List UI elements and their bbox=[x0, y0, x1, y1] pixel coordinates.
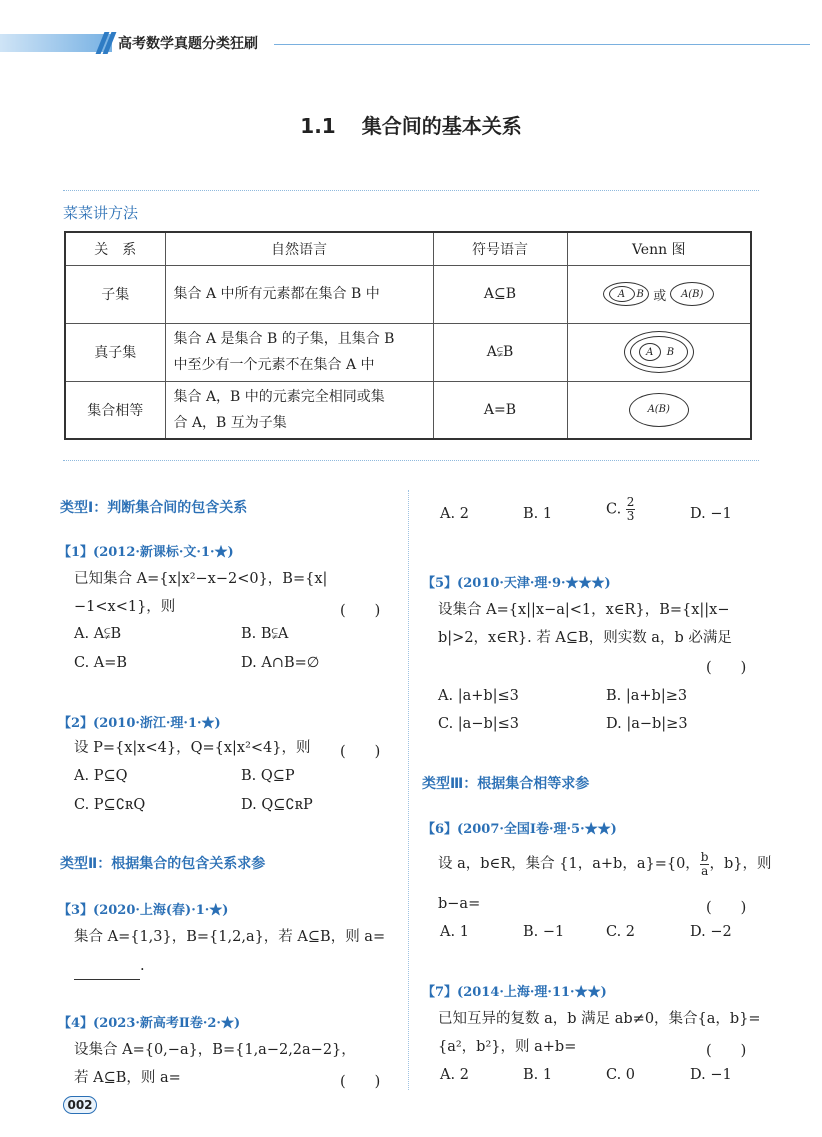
answer-parentheses: ( ) bbox=[706, 660, 747, 676]
question-4-source: 【4】(2023·新高考Ⅱ卷·2·★) bbox=[58, 1016, 241, 1031]
option-b: B. |a+b|≥3 bbox=[606, 688, 688, 704]
method-title: 菜菜讲方法 bbox=[63, 204, 139, 222]
natural-language-cell: 集合 A 中所有元素都在集合 B 中 bbox=[165, 265, 433, 323]
table-header-row bbox=[65, 232, 751, 265]
option-b: B. Q⊆P bbox=[241, 768, 295, 784]
symbol-cell: A⊆B bbox=[433, 265, 567, 323]
column-divider bbox=[408, 490, 409, 1090]
numerator: b bbox=[700, 849, 709, 864]
option-c: C. P⊆∁ʀQ bbox=[74, 797, 146, 813]
natural-language-cell bbox=[165, 323, 433, 381]
question-5-source: 【5】(2010·天津·理·9·★★★) bbox=[422, 576, 611, 591]
text-line: 中至少有一个元素不在集合 A 中 bbox=[173, 357, 375, 373]
denominator: 3 bbox=[626, 509, 635, 523]
question-3-source: 【3】(2020·上海(春)·1·★) bbox=[58, 903, 229, 918]
fraction bbox=[626, 496, 636, 523]
option-b: B. 1 bbox=[523, 506, 553, 522]
divider bbox=[63, 460, 759, 461]
venn-cell bbox=[567, 323, 751, 381]
option-c bbox=[606, 496, 635, 523]
option-d: D. −2 bbox=[690, 924, 732, 940]
option-c: C. 2 bbox=[606, 924, 636, 940]
option-a: A. A⫋B bbox=[74, 626, 122, 642]
venn-inner-ellipse bbox=[609, 286, 635, 302]
option-a: A. |a+b|≤3 bbox=[438, 688, 519, 704]
question-3-line: 集合 A={1,3}，B={1,2,a}，若 A⊆B，则 a= bbox=[74, 929, 386, 945]
symbol-cell: A⫋B bbox=[433, 323, 567, 381]
venn-or-text: 或 bbox=[653, 288, 667, 304]
fill-in-blank bbox=[74, 964, 140, 980]
column-header: 符号语言 bbox=[433, 232, 567, 265]
venn-equal-ellipse bbox=[629, 393, 689, 427]
denominator: a bbox=[701, 863, 709, 878]
symbol-cell: A=B bbox=[433, 381, 567, 439]
answer-parentheses: ( ) bbox=[706, 1043, 747, 1059]
question-1-line: −1<x<1}，则 bbox=[74, 599, 176, 615]
section-heading bbox=[0, 110, 822, 139]
table-row bbox=[65, 381, 751, 439]
text-line: 集合 A 是集合 B 的子集，且集合 B bbox=[173, 331, 395, 347]
option-d: D. A∩B=∅ bbox=[241, 655, 320, 671]
type1-heading: 类型Ⅰ：判断集合间的包含关系 bbox=[60, 500, 248, 516]
venn-label: A bbox=[646, 346, 654, 358]
venn-outer-ellipse bbox=[624, 331, 694, 373]
header-rule bbox=[274, 44, 810, 45]
question-7-line: {a²，b²}，则 a+b= bbox=[438, 1039, 577, 1055]
option-c-label: C. bbox=[606, 501, 622, 518]
option-a: A. 2 bbox=[440, 1067, 469, 1083]
option-a: A. 2 bbox=[440, 506, 469, 522]
question-4-line: 若 A⊆B，则 a= bbox=[74, 1070, 181, 1086]
option-c: C. A=B bbox=[74, 655, 128, 671]
option-c: C. 0 bbox=[606, 1067, 636, 1083]
option-a: A. P⊆Q bbox=[74, 768, 128, 784]
option-b: B. B⫋A bbox=[241, 626, 289, 642]
relations-table bbox=[64, 231, 752, 440]
section-title: 集合间的基本关系 bbox=[361, 114, 522, 138]
question-7-source: 【7】(2014·上海·理·11·★★) bbox=[422, 985, 607, 1000]
page-number: 002 bbox=[63, 1096, 97, 1114]
venn-label: B bbox=[636, 288, 644, 300]
column-header: 自然语言 bbox=[165, 232, 433, 265]
column-header: Venn 图 bbox=[567, 232, 751, 265]
venn-label: A(B) bbox=[647, 404, 670, 416]
question-5-line: b|>2，x∈R}. 若 A⊆B，则实数 a，b 必满足 bbox=[438, 630, 732, 646]
venn-equal-ellipse bbox=[670, 282, 714, 306]
question-6-line: b−a= bbox=[438, 896, 481, 912]
question-2-source: 【2】(2010·浙江·理·1·★) bbox=[58, 716, 221, 731]
venn-inner-ellipse bbox=[639, 343, 661, 361]
question-6-text: ，b}，则 bbox=[709, 856, 772, 872]
question-2-line: 设 P={x|x<4}，Q={x|x²<4}，则 bbox=[74, 740, 311, 756]
answer-parentheses: ( ) bbox=[340, 603, 381, 619]
venn-cell bbox=[567, 265, 751, 323]
question-3-line-end: . bbox=[140, 958, 145, 974]
type2-heading: 类型Ⅱ：根据集合的包含关系求参 bbox=[60, 856, 266, 872]
venn-middle-ellipse bbox=[630, 336, 688, 368]
question-7-line: 已知互异的复数 a，b 满足 ab≠0，集合{a，b}= bbox=[438, 1011, 761, 1027]
question-6-line bbox=[438, 850, 772, 878]
table-row bbox=[65, 265, 751, 323]
question-4-line: 设集合 A={0,−a}，B={1,a−2,2a−2}， bbox=[74, 1042, 356, 1058]
question-1-line: 已知集合 A={x|x²−x−2<0}，B={x| bbox=[74, 571, 328, 587]
relation-cell: 真子集 bbox=[65, 323, 165, 381]
venn-cell bbox=[567, 381, 751, 439]
text-line: 集合 A，B 中的元素完全相同或集 bbox=[173, 388, 385, 405]
header-accent-bar bbox=[0, 34, 112, 52]
question-6-text: 设 a，b∈R，集合 {1，a+b，a}={0， bbox=[438, 856, 700, 872]
book-title: 高考数学真题分类狂刷 bbox=[118, 36, 258, 52]
option-d: D. −1 bbox=[690, 506, 732, 522]
answer-parentheses: ( ) bbox=[340, 1074, 381, 1090]
option-d: D. −1 bbox=[690, 1067, 732, 1083]
section-number: 1.1 bbox=[300, 114, 336, 138]
option-b: B. 1 bbox=[523, 1067, 553, 1083]
venn-label: B bbox=[666, 346, 675, 358]
question-3-blank-line bbox=[74, 952, 145, 980]
option-a: A. 1 bbox=[440, 924, 469, 940]
natural-language-cell bbox=[165, 381, 433, 439]
question-5-line: 设集合 A={x||x−a|<1，x∈R}，B={x||x− bbox=[438, 602, 730, 618]
answer-parentheses: ( ) bbox=[706, 900, 747, 916]
column-header: 关 系 bbox=[65, 232, 165, 265]
option-d: D. Q⊆∁ʀP bbox=[241, 797, 313, 813]
question-6-source: 【6】(2007·全国Ⅰ卷·理·5·★★) bbox=[422, 822, 617, 837]
text-line: 合 A，B 互为子集 bbox=[173, 414, 287, 431]
answer-parentheses: ( ) bbox=[340, 744, 381, 760]
divider bbox=[63, 190, 759, 191]
type3-heading: 类型Ⅲ：根据集合相等求参 bbox=[422, 776, 590, 792]
venn-label: A bbox=[617, 288, 626, 300]
venn-label: A(B) bbox=[681, 288, 704, 300]
table-row bbox=[65, 323, 751, 381]
option-d: D. |a−b|≥3 bbox=[606, 716, 688, 732]
relation-cell: 集合相等 bbox=[65, 381, 165, 439]
option-c: C. |a−b|≤3 bbox=[438, 716, 520, 732]
option-b: B. −1 bbox=[523, 924, 565, 940]
venn-outer-ellipse bbox=[603, 282, 649, 306]
relation-cell: 子集 bbox=[65, 265, 165, 323]
question-1-source: 【1】(2012·新课标·文·1·★) bbox=[58, 545, 234, 560]
numerator: 2 bbox=[626, 495, 635, 509]
